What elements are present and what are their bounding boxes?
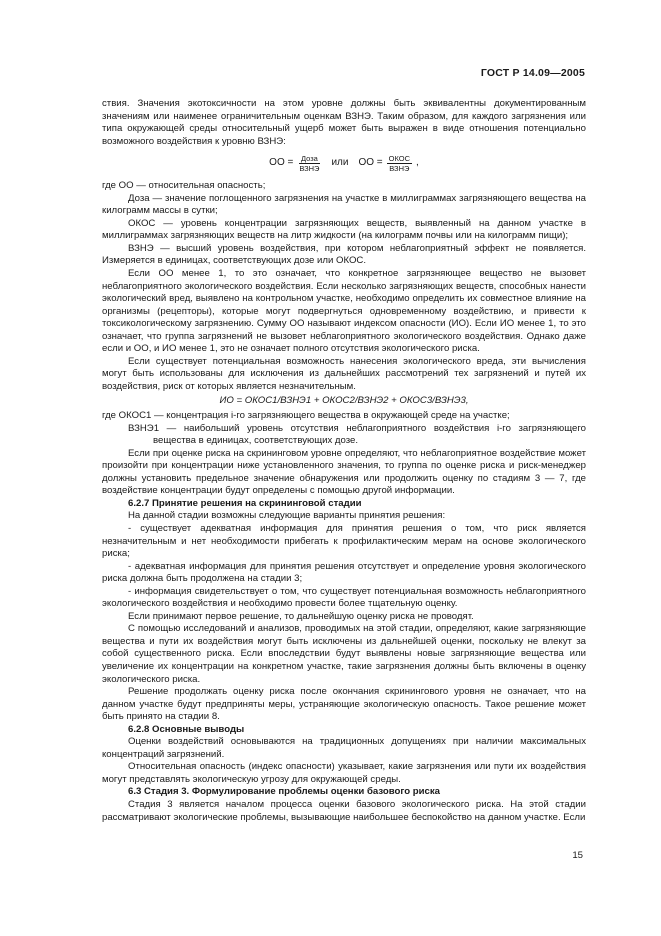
- paragraph: Решение продолжать оценку риска после окончания скринингового уровня не означает, что на данном участке будут предприняты меры, устраняющие экологическую опасность. Такое решение может быть принято на стадии 8.: [102, 686, 586, 723]
- fraction-denominator: ВЗНЭ: [389, 163, 410, 173]
- formula-end: ,: [416, 156, 419, 168]
- paragraph: Если при оценке риска на скрининговом уровне определяют, что неблагоприятное воздействие может произойти при концентрации ниже установленного значения, то группа по оценке риска и риск-менеджер должны установить предельное значение обнаружения или продолжить оценку по стадиям 3 — 7, где воздействие концентрации будут определены с помощью другой информации.: [102, 447, 586, 497]
- formula-lhs: ОО =: [269, 156, 294, 168]
- list-item: - информация свидетельствует о том, что существует потенциальная возможность неблагоприятного экологического воздействия и необходимо провести более тщательную оценку.: [102, 585, 586, 610]
- formula-lhs: ОО =: [358, 156, 383, 168]
- paragraph: где ОО — относительная опасность;: [102, 180, 266, 192]
- fraction-numerator: Доза: [300, 153, 318, 163]
- paragraph: Если принимают первое решение, то дальнейшую оценку риска не проводят.: [128, 610, 474, 622]
- paragraph: С помощью исследований и анализов, проводимых на этой стадии, определяют, какие загрязняющие вещества и пути их воздействия могут быть исключены из дальнейшей оценки, поскольку не влекут за собой существенного риска. Если впоследствии будут выявлены новые загрязняющие вещества или увеличение их концентрации на конкретном участке, такие загрязнения должны быть включены в оценку экологического риска.: [102, 623, 586, 685]
- paragraph: Если ОО менее 1, то это означает, что конкретное загрязняющее вещество не вызовет неблагоприятного экологического воздействия. Если несколько загрязняющих веществ, способных нанести экологический вред, выявлено на контрольном участке, необходимо определить их совместное влияние на организмы (рецепторы), которые могут подвергнуться одновременному воздействию, и привести к токсикологическому загрязнению. Сумму ОО называют индексом опасности (ИО). Если ИО менее 1, то это означает, что группа загрязнений не вызовет неблагоприятного экологического воздействия. Однако даже если и ОО, и ИО менее 1, это не означает полного отсутствия экологического риска.: [102, 268, 586, 355]
- section-heading: 6.2.7 Принятие решения на скрининговой стадии: [128, 497, 362, 509]
- formula-hazard-index: ИО = ОКОС1/ВЗНЭ1 + ОКОС2/ВЗНЭ2 + ОКОС3/ВЗНЭ3,: [219, 395, 469, 407]
- paragraph: ВЗНЭ — высший уровень воздействия, при котором неблагоприятный эффект не появляется. Измеряется в единицах, соответствующих дозе или ОКОС.: [102, 242, 586, 267]
- paragraph: ОКОС — уровень концентрации загрязняющих веществ, выявленный на данном участке в миллиграммах загрязняющих веществ на литр жидкости (на килограмм почвы или на килограмм пищи);: [102, 217, 586, 242]
- formula-relative-hazard: [102, 150, 586, 176]
- fraction-denominator: ВЗНЭ: [299, 163, 320, 173]
- page-number: 15: [572, 850, 583, 861]
- list-item: - адекватная информация для принятия решения отсутствует и определение уровня экологического риска должна быть продолжена на стадии 3;: [102, 560, 586, 585]
- paragraph: Доза — значение поглощенного загрязнения на участке в миллиграммах загрязняющего вещества на килограмм массы в сутки;: [102, 192, 586, 217]
- section-heading: 6.2.8 Основные выводы: [128, 723, 245, 735]
- paragraph: Оценки воздействий основываются на традиционных допущениях при наличии максимальных концентраций загрязнений.: [102, 736, 586, 760]
- paragraph: ВЗНЭ1 — наибольший уровень отсутствия неблагоприятного воздействия i-го загрязняющего вещества в единицах, соответствующих дозе.: [128, 422, 586, 447]
- section-heading: 6.3 Стадия 3. Формулирование проблемы оценки базового риска: [128, 786, 440, 798]
- paragraph: где ОКОС1 — концентрация i-го загрязняющего вещества в окружающей среде на участке;: [102, 410, 510, 422]
- paragraph: Стадия 3 является началом процесса оценки базового экологического риска. На этой стадии рассматривают экологические проблемы, вызывающие наибольшее беспокойство на данном участке. Если: [102, 798, 586, 823]
- fraction-numerator: ОКОС: [388, 153, 411, 163]
- standard-number: ГОСТ Р 14.09—2005: [480, 67, 585, 79]
- paragraph: Если существует потенциальная возможность нанесения экологического вреда, эти вычисления могут быть использованы для исключения из дальнейших рассмотрений тех загрязнений и путей их воздействия, риск от которых является незначительным.: [102, 355, 586, 392]
- fraction-okos: [387, 154, 412, 173]
- fraction-dose: [297, 154, 321, 173]
- body-text: [102, 98, 586, 824]
- paragraph: ствия. Значения экотоксичности на этом уровне должны быть эквивалентны документированным значениям или наименее ограничительным оценкам ВЗНЭ. Таким образом, для каждого загрязнения или типа окружающей среды относительный ущерб может быть выражен в виде отношения потенциально возможного воздействия к уровню ВЗНЭ:: [102, 98, 586, 147]
- formula-or: или: [331, 156, 349, 168]
- paragraph: Относительная опасность (индекс опасности) указывает, какие загрязнения или пути их воздействия могут представлять экологическую угрозу для окружающей среды.: [102, 761, 586, 785]
- paragraph: На данной стадии возможны следующие варианты принятия решения:: [128, 510, 446, 522]
- list-item: - существует адекватная информация для принятия решения о том, что риск является незначительным и нет необходимости прибегать к профилактическим мерам на основе экологического риска;: [102, 522, 586, 560]
